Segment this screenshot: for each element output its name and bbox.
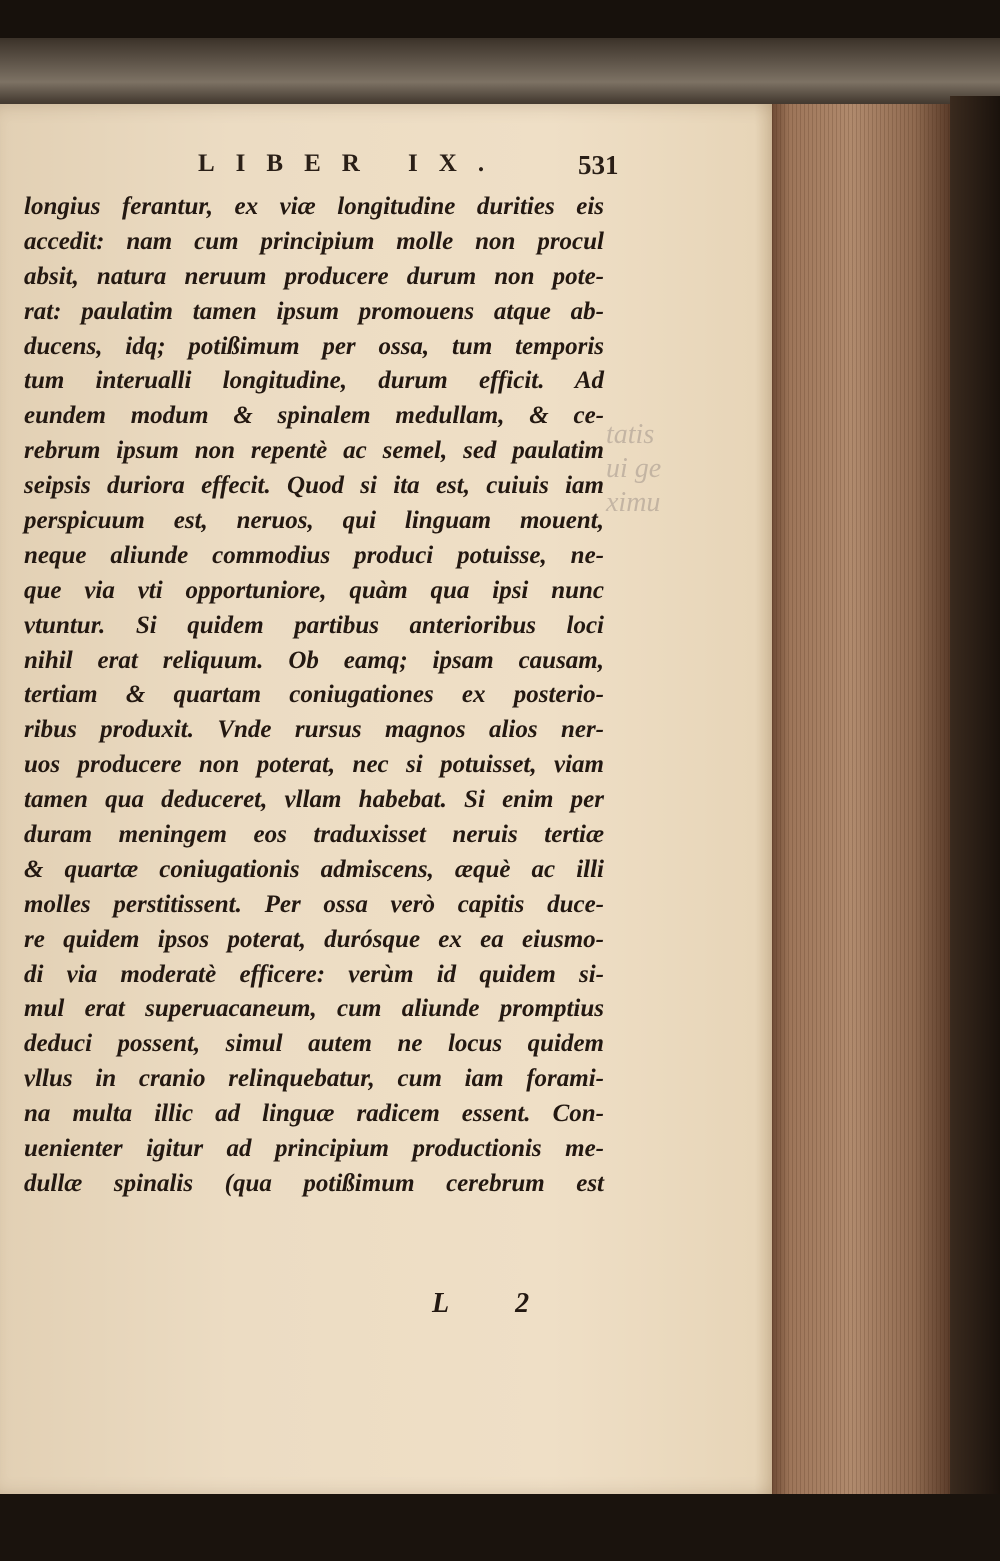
text-line: eundem modum & spinalem medullam, & ce- xyxy=(24,402,604,430)
text-line: uos producere non poterat, nec si potuisset, viam xyxy=(24,751,604,779)
text-line: seipsis duriora effecit. Quod si ita est, cuiuis iam xyxy=(24,472,604,500)
text-line: mul erat superuacaneum, cum aliunde promptius xyxy=(24,995,604,1023)
body-text xyxy=(24,190,604,1202)
text-line: vtuntur. Si quidem partibus anterioribus loci xyxy=(24,611,604,639)
text-line: que via vti opportuniore, quàm qua ipsi nunc xyxy=(24,576,604,604)
text-line: tamen qua deduceret, vllam habebat. Si enim per xyxy=(24,786,604,814)
bleed-line: tatis xyxy=(606,419,655,450)
text-line: re quidem ipsos poterat, durósque ex ea eiusmo- xyxy=(24,925,604,953)
text-line: longius ferantur, ex viæ longitudine durities eis xyxy=(24,193,604,220)
text-line: & quartæ coniugationis admiscens, æquè ac illi xyxy=(24,855,604,883)
text-line: accedit: nam cum principium molle non procul xyxy=(24,227,604,255)
page-block-edge xyxy=(772,104,950,1494)
text-line: vllus in cranio relinquebatur, cum iam forami- xyxy=(24,1065,604,1093)
text-line: duram meningem eos traduxisset neruis tertiæ xyxy=(24,821,604,849)
text-line: rebrum ipsum non repentè ac semel, sed paulatim xyxy=(24,437,604,465)
text-line: deduci possent, simul autem ne locus quidem xyxy=(24,1030,604,1058)
signature-mark: L 2 xyxy=(432,1288,560,1319)
bleed-through-text xyxy=(606,418,756,520)
bleed-line: ximu xyxy=(606,487,661,518)
text-line: tum interualli longitudine, durum efficit. Ad xyxy=(24,367,604,395)
text-line: neque aliunde commodius produci potuisse, ne- xyxy=(24,541,604,569)
page-header xyxy=(30,150,630,190)
text-line: uenienter igitur ad principium productionis me- xyxy=(24,1135,604,1163)
text-line: tertiam & quartam coniugationes ex posterio- xyxy=(24,681,604,709)
bleed-line: ui ge xyxy=(606,453,662,484)
running-title: LIBER IX. xyxy=(198,150,506,177)
book-bottom-shadow xyxy=(0,1494,1000,1561)
text-line: ribus produxit. Vnde rursus magnos alios ner- xyxy=(24,716,604,744)
text-line: rat: paulatim tamen ipsum promouens atque ab- xyxy=(24,297,604,325)
page-number: 531 xyxy=(578,150,619,180)
text-line: na multa illic ad linguæ radicem essent. Con- xyxy=(24,1100,604,1128)
text-line: dullæ spinalis (qua potißimum cerebrum est xyxy=(24,1169,604,1197)
text-line: ducens, idq; potißimum per ossa, tum temporis xyxy=(24,332,604,360)
text-line: perspicuum est, neruos, qui linguam mouent, xyxy=(24,507,604,535)
text-line: di via moderatè efficere: verùm id quidem si- xyxy=(24,960,604,988)
book-spine-shadow xyxy=(950,96,1000,1516)
text-line: molles perstitissent. Per ossa verò capitis duce- xyxy=(24,890,604,918)
text-line: nihil erat reliquum. Ob eamq; ipsam causam, xyxy=(24,646,604,674)
text-line: absit, natura neruum producere durum non pote- xyxy=(24,262,604,290)
